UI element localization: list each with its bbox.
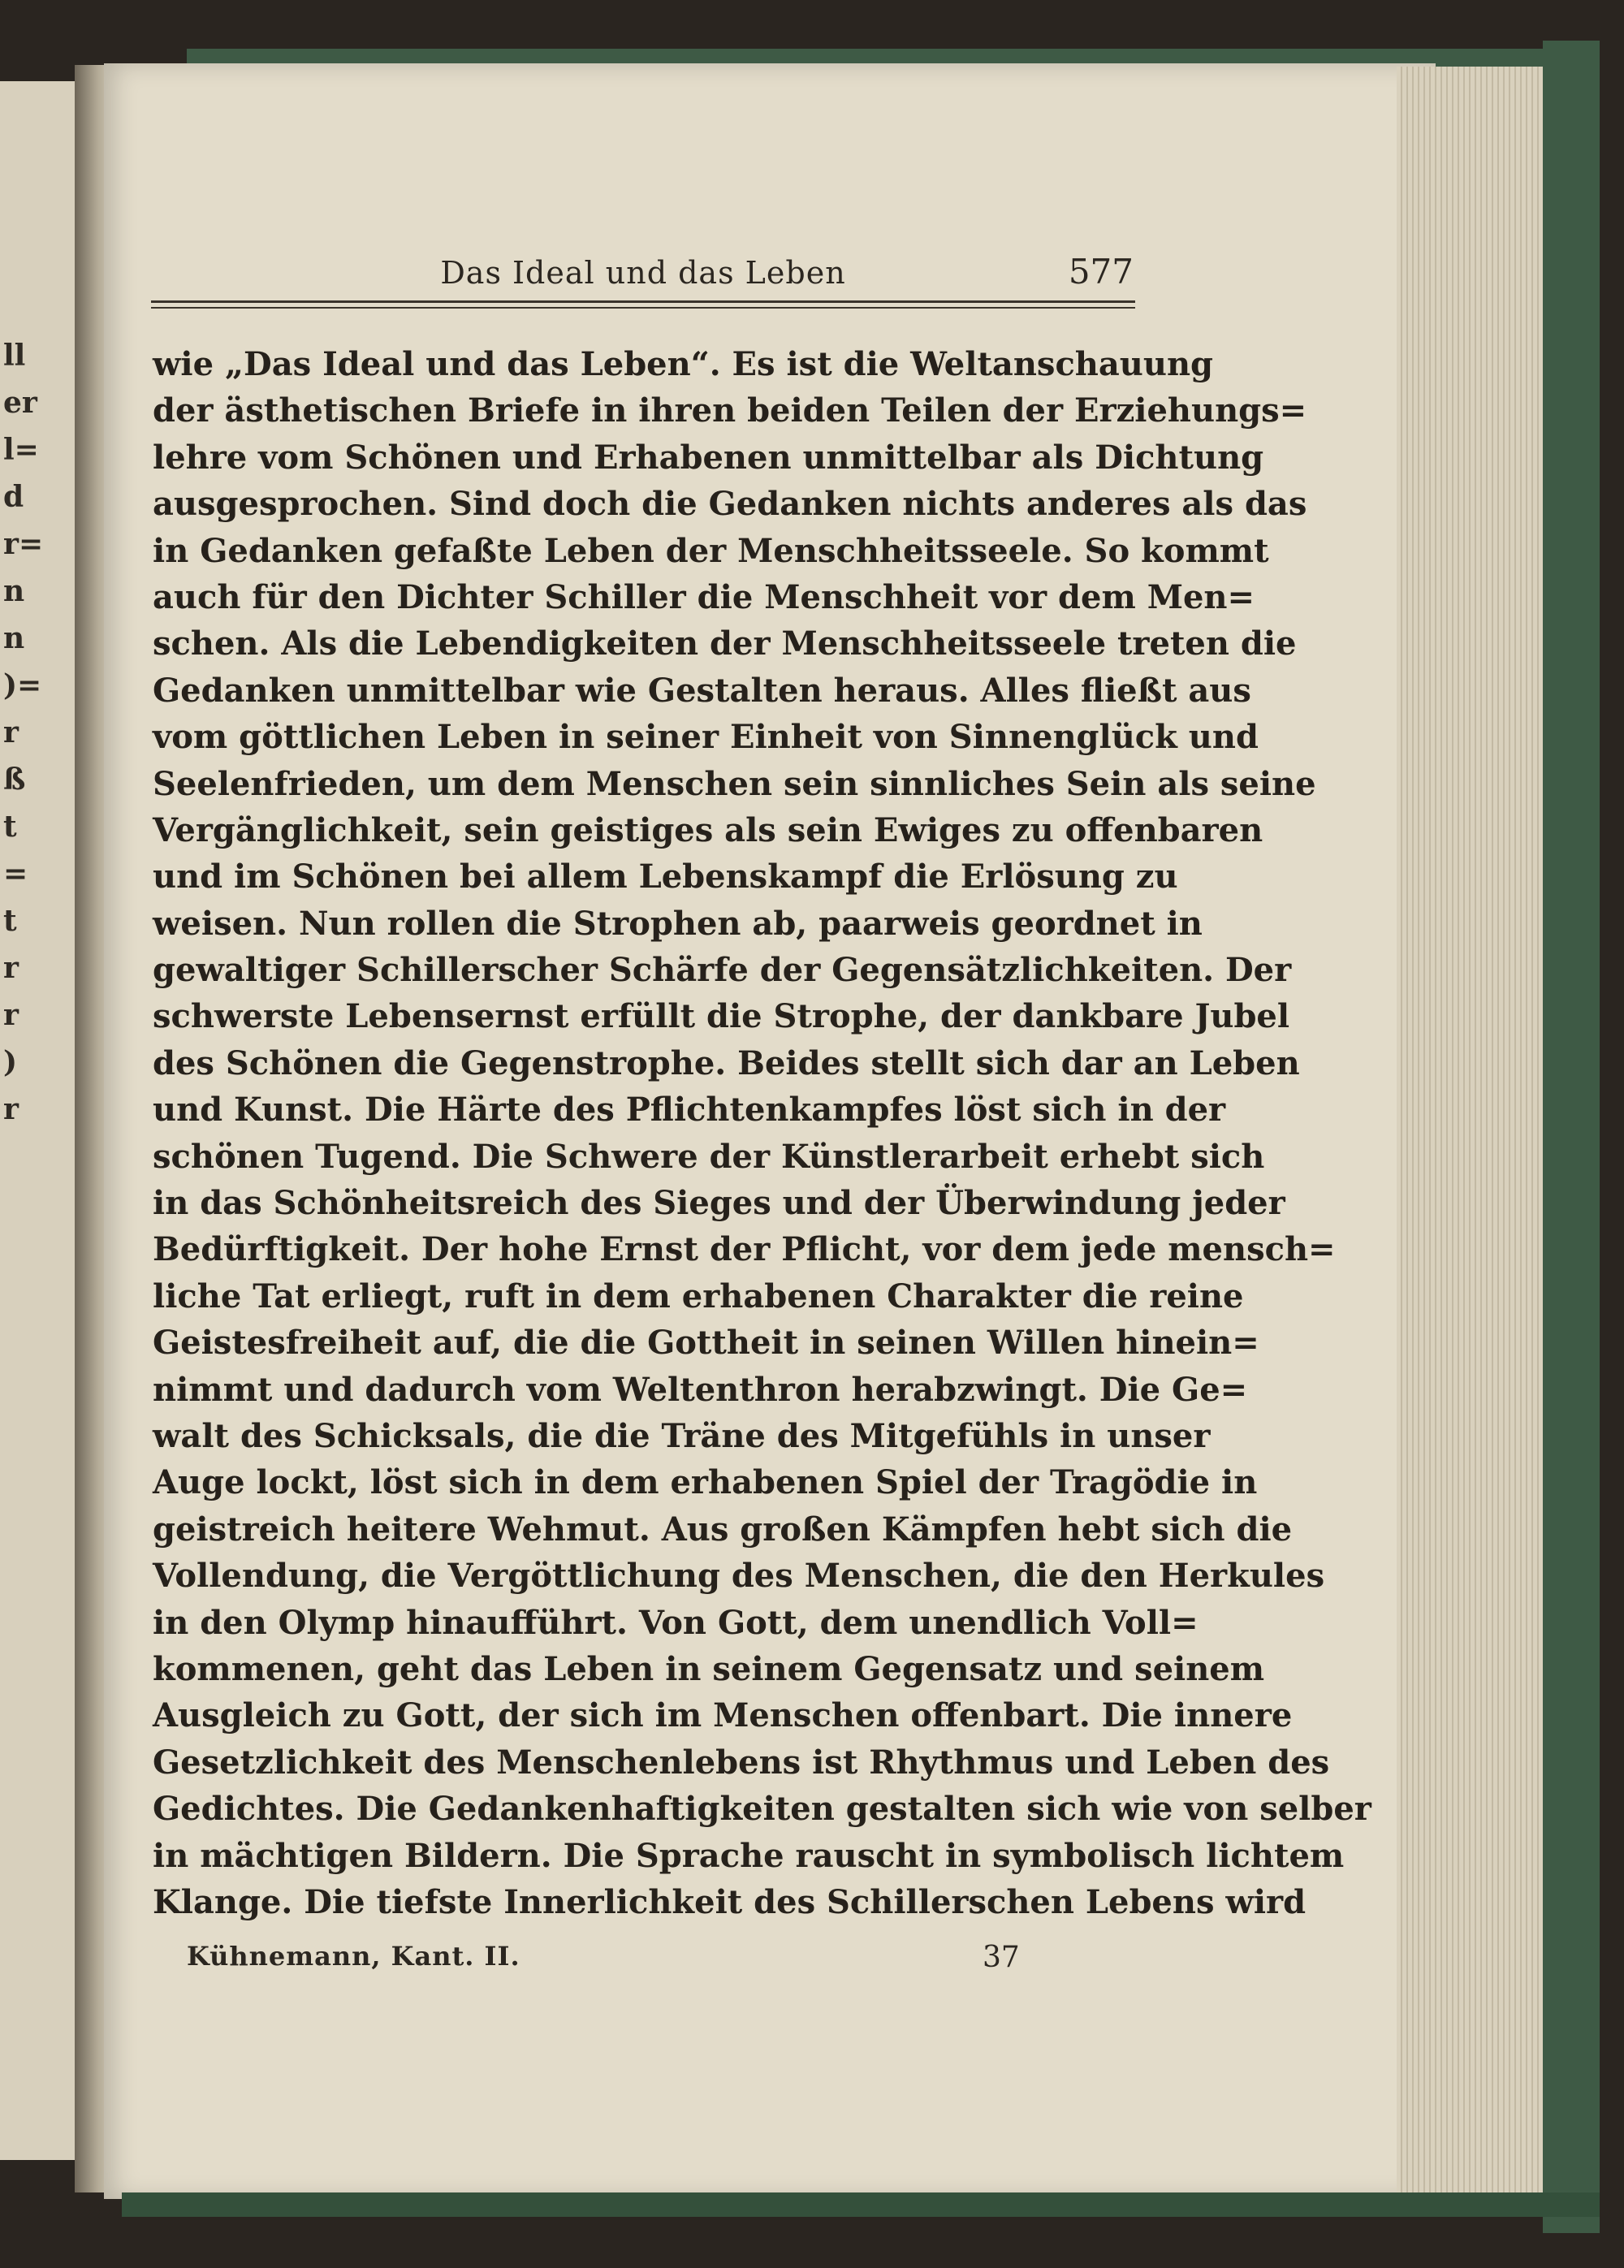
text-line: vom göttlichen Leben in seiner Einheit von Sinnenglück und [153, 718, 1259, 757]
text-line: Gedichtes. Die Gedankenhaftigkeiten gestalten sich wie von selber [153, 1790, 1371, 1829]
left-page-fragment: = [3, 857, 28, 891]
text-line: in das Schönheitsreich des Sieges und der Überwindung jeder [153, 1184, 1285, 1223]
text-line: ausgesprochen. Sind doch die Gedanken nichts anderes als das [153, 485, 1307, 524]
text-line: Vergänglichkeit, sein geistiges als sein Ewiges zu offenbaren [153, 810, 1263, 849]
text-line: in Gedanken gefaßte Leben der Menschheitsseele. So kommt [153, 531, 1269, 570]
left-page-fragment: ß [3, 762, 26, 797]
text-line: walt des Schicksals, die die Träne des Mitgefühls in unser [153, 1416, 1211, 1455]
left-page-fragment: ll [3, 339, 26, 373]
page-footer [187, 1941, 1020, 1981]
body-text [153, 341, 1371, 1925]
cover-edge-right [1543, 41, 1600, 2233]
header-rule-lower [151, 307, 1135, 309]
text-line: Gedanken unmittelbar wie Gestalten heraus. Alles fließt aus [153, 671, 1251, 710]
left-page-fragment: n [3, 574, 25, 608]
left-page-fragment: r [3, 1092, 19, 1126]
text-line: in mächtigen Bildern. Die Sprache rauscht in symbolisch lichtem [153, 1836, 1345, 1875]
text-line: schwerste Lebensernst erfüllt die Strophe, der dankbare Jubel [153, 997, 1290, 1036]
text-line: des Schönen die Gegenstrophe. Beides stellt sich dar an Leben [153, 1043, 1300, 1082]
text-line: schen. Als die Lebendigkeiten der Menschheitsseele treten die [153, 624, 1297, 663]
text-line: kommenen, geht das Leben in seinem Gegensatz und seinem [153, 1649, 1265, 1688]
left-page-fragment: l= [3, 433, 39, 467]
text-line: wie „Das Ideal und das Leben“. Es ist die Weltanschauung [153, 345, 1214, 383]
text-line: und im Schönen bei allem Lebenskampf die Erlösung zu [153, 858, 1178, 896]
text-line: Seelenfrieden, um dem Menschen sein sinnliches Sein als seine [153, 764, 1316, 803]
running-title: Das Ideal und das Leben [440, 255, 846, 291]
header-rule-upper [151, 300, 1135, 303]
text-line: schönen Tugend. Die Schwere der Künstlerarbeit erhebt sich [153, 1137, 1265, 1176]
left-page-fragment: r [3, 951, 19, 985]
left-page-fragment: r [3, 715, 19, 750]
cover-edge-bottom [122, 2192, 1600, 2217]
text-line: lehre vom Schönen und Erhabenen unmittelbar als Dichtung [153, 438, 1264, 477]
page-edges [1397, 67, 1567, 2198]
text-line: Bedürftigkeit. Der hohe Ernst der Pflicht, vor dem jede mensch= [153, 1230, 1336, 1269]
left-page-fragment: )= [3, 668, 42, 702]
text-line: Vollendung, die Vergöttlichung des Menschen, die den Herkules [153, 1557, 1325, 1596]
text-line: Geistesfreiheit auf, die die Gottheit in seinen Willen hinein= [153, 1324, 1259, 1363]
text-line: gewaltiger Schillerscher Schärfe der Gegensätzlichkeiten. Der [153, 951, 1292, 990]
left-page-fragment: ) [3, 1045, 18, 1079]
left-page-fragment: t [3, 904, 17, 938]
text-line: und Kunst. Die Härte des Pflichtenkampfes löst sich in der [153, 1091, 1226, 1130]
left-page-fragment: d [3, 480, 24, 514]
text-line: Ausgleich zu Gott, der sich im Menschen offenbart. Die innere [153, 1696, 1293, 1735]
text-line: weisen. Nun rollen die Strophen ab, paarweis geordnet in [153, 904, 1203, 943]
text-line: nimmt und dadurch vom Weltenthron herabzwingt. Die Ge= [153, 1370, 1248, 1409]
text-line: Gesetzlichkeit des Menschenlebens ist Rhythmus und Leben des [153, 1743, 1330, 1782]
left-page-fragment: t [3, 810, 17, 844]
left-page-fragment: n [3, 621, 25, 655]
left-page-fragment: r [3, 998, 19, 1032]
sheet-number: 37 [983, 1941, 1020, 1974]
left-page-fragment: er [3, 386, 37, 420]
left-facing-page [0, 81, 80, 2160]
running-header [153, 252, 1134, 300]
text-line: Klange. Die tiefste Innerlichkeit des Schillerschen Lebens wird [153, 1882, 1307, 1921]
text-line: liche Tat erliegt, ruft in dem erhabenen Charakter die reine [153, 1277, 1244, 1315]
text-line: auch für den Dichter Schiller die Menschheit vor dem Men= [153, 577, 1255, 616]
signature-mark: Kühnemann, Kant. II. [187, 1941, 520, 1972]
text-line: Auge lockt, löst sich in dem erhabenen Spiel der Tragödie in [153, 1463, 1258, 1502]
left-page-fragment: r= [3, 527, 44, 561]
text-line: in den Olymp hinaufführt. Von Gott, dem unendlich Voll= [153, 1603, 1199, 1642]
text-line: der ästhetischen Briefe in ihren beiden Teilen der Erziehungs= [153, 391, 1307, 430]
text-line: geistreich heitere Wehmut. Aus großen Kämpfen hebt sich die [153, 1510, 1293, 1549]
page-number: 577 [1068, 252, 1134, 292]
